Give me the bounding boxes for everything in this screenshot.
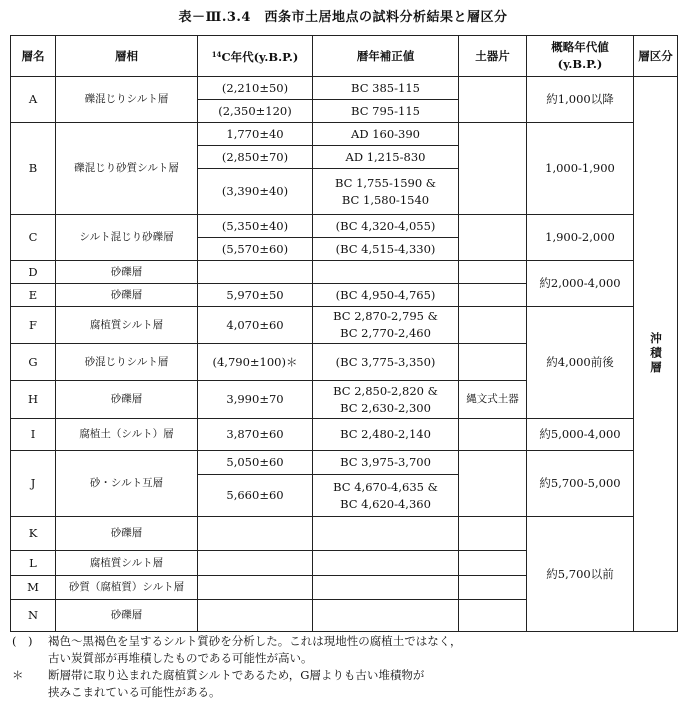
pottery-cell (459, 451, 527, 517)
layer-name: J (11, 451, 56, 517)
c14-value: (2,850±70) (198, 146, 313, 169)
approx-age: 約5,700以前 (527, 517, 634, 632)
layer-facies: 腐植土（シルト）層 (56, 419, 198, 451)
layer-name: A (11, 77, 56, 123)
cal-value (313, 551, 459, 576)
approx-age: 約2,000-4,000 (527, 261, 634, 307)
cal-value: (BC 4,320-4,055) (313, 215, 459, 238)
layer-name: E (11, 284, 56, 307)
layer-facies: 腐植質シルト層 (56, 307, 198, 344)
header-pottery: 土器片 (459, 36, 527, 77)
header-approx-age: 概略年代値 (y.B.P.) (527, 36, 634, 77)
c14-value: (2,210±50) (198, 77, 313, 100)
pottery-cell (459, 284, 527, 307)
cal-value: (BC 3,775-3,350) (313, 344, 459, 381)
division-label: 沖積層 (634, 77, 678, 632)
footnote-text: 褐色～黒褐色を呈するシルト質砂を分析した。これは現地性の腐植土ではなく， (48, 634, 462, 648)
c14-value: (2,350±120) (198, 100, 313, 123)
layer-facies: シルト混じり砂礫層 (56, 215, 198, 261)
footnote-mark: ＊ (12, 668, 24, 682)
layer-name: C (11, 215, 56, 261)
layer-facies: 礫混じりシルト層 (56, 77, 198, 123)
cal-value: BC 4,670-4,635 & BC 4,620-4,360 (313, 475, 459, 517)
approx-age: 約4,000前後 (527, 307, 634, 419)
layer-name: M (11, 576, 56, 600)
pottery-cell (459, 307, 527, 344)
table-row (11, 123, 678, 146)
table-row (11, 215, 678, 238)
table-row (11, 77, 678, 100)
footnote-mark: ( ) (12, 634, 33, 648)
table-row (11, 451, 678, 475)
footnote-parentheses (12, 633, 676, 667)
cal-value: BC 2,850-2,820 & BC 2,630-2,300 (313, 381, 459, 419)
layer-name: G (11, 344, 56, 381)
cal-value (313, 517, 459, 551)
layer-facies: 砂質（腐植質）シルト層 (56, 576, 198, 600)
cal-value (313, 576, 459, 600)
table-row (11, 419, 678, 451)
pottery-cell: 縄文式土器 (459, 381, 527, 419)
cal-value: (BC 4,950-4,765) (313, 284, 459, 307)
header-row (11, 36, 678, 77)
table-row (11, 261, 678, 284)
c14-value (198, 517, 313, 551)
header-c14: $^{14}$C年代(y.B.P.) (198, 36, 313, 77)
c14-value: 1,770±40 (198, 123, 313, 146)
approx-age: 1,900-2,000 (527, 215, 634, 261)
header-facies: 層相 (56, 36, 198, 77)
pottery-cell (459, 344, 527, 381)
footnote-text: 古い炭質部が再堆積したものである可能性が高い。 (48, 651, 313, 665)
table-title: 表－Ⅲ.3.4 西条市土居地点の試料分析結果と層区分 (178, 10, 508, 25)
layer-facies: 砂礫層 (56, 381, 198, 419)
c14-value (198, 576, 313, 600)
approx-age: 約5,000-4,000 (527, 419, 634, 451)
layer-name: N (11, 600, 56, 632)
c14-value: 4,070±60 (198, 307, 313, 344)
c14-value: 3,870±60 (198, 419, 313, 451)
cal-value: AD 160-390 (313, 123, 459, 146)
table-row (11, 517, 678, 551)
c14-value: (5,350±40) (198, 215, 313, 238)
pottery-cell (459, 576, 527, 600)
layer-facies: 砂・シルト互層 (56, 451, 198, 517)
cal-value (313, 261, 459, 284)
cal-value: BC 2,480-2,140 (313, 419, 459, 451)
cal-value: BC 2,870-2,795 & BC 2,770-2,460 (313, 307, 459, 344)
layer-name: D (11, 261, 56, 284)
pottery-cell (459, 261, 527, 284)
c14-value: (3,390±40) (198, 169, 313, 215)
header-layer: 層名 (11, 36, 56, 77)
cal-value: BC 1,755-1590 & BC 1,580-1540 (313, 169, 459, 215)
pottery-cell (459, 517, 527, 551)
layer-facies: 礫混じり砂質シルト層 (56, 123, 198, 215)
c14-value: 5,970±50 (198, 284, 313, 307)
pottery-cell (459, 600, 527, 632)
c14-value: (5,570±60) (198, 238, 313, 261)
analysis-table (10, 35, 678, 632)
layer-facies: 砂礫層 (56, 600, 198, 632)
footnote-text: 挟みこまれている可能性がある。 (48, 685, 221, 699)
pottery-cell (459, 419, 527, 451)
cal-value: (BC 4,515-4,330) (313, 238, 459, 261)
cal-value (313, 600, 459, 632)
c14-value (198, 261, 313, 284)
layer-facies: 砂礫層 (56, 517, 198, 551)
header-division: 層区分 (634, 36, 678, 77)
c14-value (198, 600, 313, 632)
layer-name: I (11, 419, 56, 451)
c14-value: 5,050±60 (198, 451, 313, 475)
cal-value: BC 385-115 (313, 77, 459, 100)
c14-value: (4,790±100)＊ (198, 344, 313, 381)
header-calibrated: 暦年補正値 (313, 36, 459, 77)
pottery-cell (459, 123, 527, 215)
layer-name: F (11, 307, 56, 344)
table-row (11, 307, 678, 344)
pottery-cell (459, 77, 527, 123)
layer-facies: 砂礫層 (56, 284, 198, 307)
footnote-asterisk (12, 667, 676, 701)
c14-value: 5,660±60 (198, 475, 313, 517)
layer-name: K (11, 517, 56, 551)
cal-value: BC 3,975-3,700 (313, 451, 459, 475)
c14-value: 3,990±70 (198, 381, 313, 419)
layer-facies: 砂混じりシルト層 (56, 344, 198, 381)
cal-value: BC 795-115 (313, 100, 459, 123)
layer-name: L (11, 551, 56, 576)
approx-age: 約5,700-5,000 (527, 451, 634, 517)
pottery-cell (459, 215, 527, 261)
footnote-text: 断層帯に取り込まれた腐植質シルトであるため，G層よりも古い堆積物が (48, 668, 425, 682)
layer-name: H (11, 381, 56, 419)
approx-age: 1,000-1,900 (527, 123, 634, 215)
layer-name: B (11, 123, 56, 215)
layer-facies: 腐植質シルト層 (56, 551, 198, 576)
c14-value (198, 551, 313, 576)
footnotes (12, 633, 676, 701)
approx-age: 約1,000以降 (527, 77, 634, 123)
layer-facies: 砂礫層 (56, 261, 198, 284)
cal-value: AD 1,215-830 (313, 146, 459, 169)
pottery-cell (459, 551, 527, 576)
